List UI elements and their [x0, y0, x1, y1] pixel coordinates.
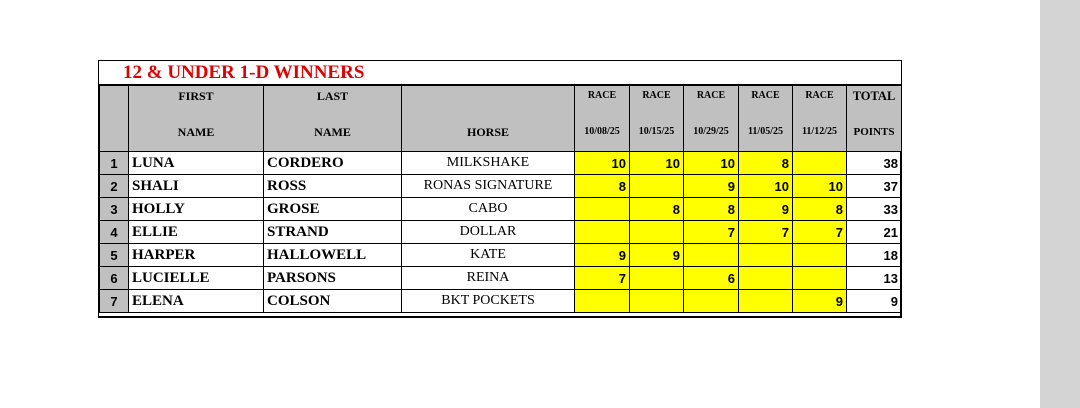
- first-name-cell: ELENA: [129, 290, 264, 313]
- race-1-cell: 9: [575, 244, 630, 267]
- table-row: [100, 221, 902, 244]
- last-name-cell: GROSE: [264, 198, 402, 221]
- race-5-cell: 9: [793, 290, 847, 313]
- race-2-cell: 8: [630, 198, 684, 221]
- race-3-cell: 6: [684, 267, 739, 290]
- total-cell: 38: [847, 152, 902, 175]
- race-1-cell: 10: [575, 152, 630, 175]
- first-name-cell: LUCIELLE: [129, 267, 264, 290]
- row-number: 4: [100, 221, 129, 244]
- header-race-3: RACE 10/29/25: [684, 86, 739, 152]
- race-3-cell: [684, 244, 739, 267]
- total-cell: 37: [847, 175, 902, 198]
- row-number: 3: [100, 198, 129, 221]
- race-4-cell: 7: [739, 221, 793, 244]
- race-4-cell: 8: [739, 152, 793, 175]
- header-total-points: TOTAL POINTS: [847, 86, 902, 152]
- race-3-cell: [684, 290, 739, 313]
- race-3-cell: 8: [684, 198, 739, 221]
- table-row: [100, 267, 902, 290]
- horse-cell: DOLLAR: [402, 221, 575, 244]
- race-2-cell: [630, 267, 684, 290]
- title-row: [99, 61, 901, 85]
- header-num: [100, 86, 129, 152]
- race-5-cell: [793, 152, 847, 175]
- race-1-cell: [575, 290, 630, 313]
- last-name-cell: COLSON: [264, 290, 402, 313]
- header-last-name: LAST NAME: [264, 86, 402, 152]
- sheet-title: 12 & UNDER 1-D WINNERS: [123, 62, 365, 83]
- standings-sheet: [98, 60, 902, 318]
- table-row: [100, 244, 902, 267]
- race-2-cell: [630, 290, 684, 313]
- total-cell: 33: [847, 198, 902, 221]
- last-name-cell: ROSS: [264, 175, 402, 198]
- race-4-cell: [739, 267, 793, 290]
- horse-cell: BKT POCKETS: [402, 290, 575, 313]
- last-name-cell: HALLOWELL: [264, 244, 402, 267]
- race-3-cell: 9: [684, 175, 739, 198]
- table-row: [100, 198, 902, 221]
- race-4-cell: 9: [739, 198, 793, 221]
- horse-cell: CABO: [402, 198, 575, 221]
- total-cell: 13: [847, 267, 902, 290]
- row-number: 1: [100, 152, 129, 175]
- race-2-cell: 9: [630, 244, 684, 267]
- header-race-5: RACE 11/12/25: [793, 86, 847, 152]
- race-5-cell: [793, 244, 847, 267]
- header-race-2: RACE 10/15/25: [630, 86, 684, 152]
- table-row: [100, 175, 902, 198]
- header-race-1: RACE 10/08/25: [575, 86, 630, 152]
- standings-table: [99, 85, 902, 313]
- row-number: 7: [100, 290, 129, 313]
- last-name-cell: STRAND: [264, 221, 402, 244]
- row-number: 2: [100, 175, 129, 198]
- race-5-cell: [793, 267, 847, 290]
- scrollbar[interactable]: [1040, 0, 1080, 408]
- header-horse: HORSE: [402, 86, 575, 152]
- header-first-name: FIRST NAME: [129, 86, 264, 152]
- first-name-cell: ELLIE: [129, 221, 264, 244]
- race-4-cell: 10: [739, 175, 793, 198]
- last-name-cell: PARSONS: [264, 267, 402, 290]
- race-1-cell: [575, 221, 630, 244]
- first-name-cell: SHALI: [129, 175, 264, 198]
- horse-cell: RONAS SIGNATURE: [402, 175, 575, 198]
- first-name-cell: HOLLY: [129, 198, 264, 221]
- first-name-cell: HARPER: [129, 244, 264, 267]
- header-race-4: RACE 11/05/25: [739, 86, 793, 152]
- race-3-cell: 10: [684, 152, 739, 175]
- row-number: 6: [100, 267, 129, 290]
- row-number: 5: [100, 244, 129, 267]
- race-1-cell: 8: [575, 175, 630, 198]
- horse-cell: MILKSHAKE: [402, 152, 575, 175]
- race-1-cell: 7: [575, 267, 630, 290]
- race-5-cell: 8: [793, 198, 847, 221]
- race-2-cell: [630, 221, 684, 244]
- horse-cell: KATE: [402, 244, 575, 267]
- race-1-cell: [575, 198, 630, 221]
- race-5-cell: 10: [793, 175, 847, 198]
- total-cell: 9: [847, 290, 902, 313]
- header-row: [100, 86, 902, 152]
- last-name-cell: CORDERO: [264, 152, 402, 175]
- race-2-cell: [630, 175, 684, 198]
- total-cell: 18: [847, 244, 902, 267]
- horse-cell: REINA: [402, 267, 575, 290]
- table-row: [100, 152, 902, 175]
- total-cell: 21: [847, 221, 902, 244]
- table-row: [100, 290, 902, 313]
- race-3-cell: 7: [684, 221, 739, 244]
- first-name-cell: LUNA: [129, 152, 264, 175]
- race-4-cell: [739, 290, 793, 313]
- race-5-cell: 7: [793, 221, 847, 244]
- race-2-cell: 10: [630, 152, 684, 175]
- race-4-cell: [739, 244, 793, 267]
